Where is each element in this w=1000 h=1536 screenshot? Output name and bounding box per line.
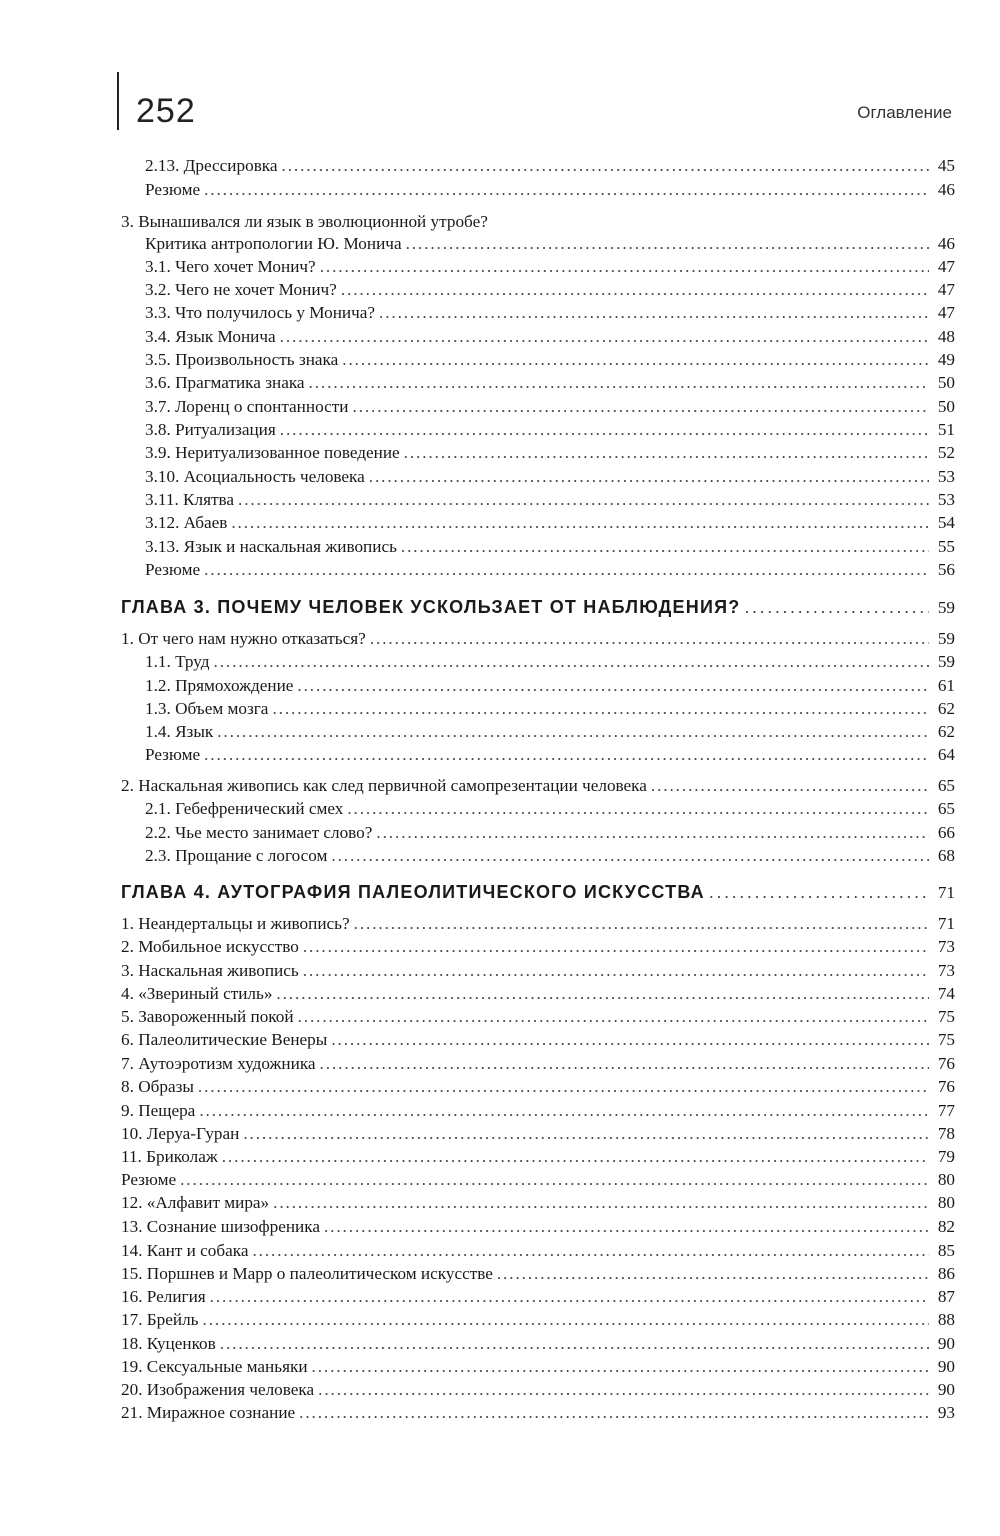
toc-entry-title: 1.2. Прямохождение xyxy=(145,676,294,695)
dot-leader xyxy=(312,1356,929,1378)
toc-entry[interactable] xyxy=(0,256,955,278)
toc-entry-title: 10. Леруа-Гуран xyxy=(121,1124,240,1143)
toc-entry-page: 90 xyxy=(937,1357,955,1376)
toc-entry-page: 66 xyxy=(937,823,955,842)
dot-leader xyxy=(220,1333,929,1355)
toc-entry-title: 2.1. Гебефренический смех xyxy=(145,799,344,818)
toc-entry[interactable] xyxy=(0,744,955,766)
toc-entry-page: 90 xyxy=(937,1380,955,1399)
dot-leader xyxy=(198,1076,929,1098)
dot-leader xyxy=(320,256,929,278)
toc-entry-page: 50 xyxy=(937,373,955,392)
toc-entry[interactable] xyxy=(0,442,955,464)
toc-entry-title: Резюме xyxy=(145,560,201,579)
toc-entry-page: 56 xyxy=(937,560,955,579)
dot-leader xyxy=(204,179,929,201)
toc-entry[interactable] xyxy=(0,675,955,697)
toc-entry-page: 47 xyxy=(937,303,955,322)
toc-entry-page: 71 xyxy=(937,883,955,902)
dot-leader xyxy=(404,442,929,464)
toc-entry-title: 8. Образы xyxy=(121,1077,194,1096)
toc-entry[interactable] xyxy=(0,1402,955,1424)
dot-leader xyxy=(331,1029,929,1051)
toc-entry[interactable] xyxy=(0,512,955,534)
dot-leader xyxy=(297,675,929,697)
toc-entry[interactable] xyxy=(0,822,955,844)
dot-leader xyxy=(222,1146,929,1168)
toc-entry[interactable] xyxy=(0,845,955,867)
toc-entry[interactable] xyxy=(0,559,955,581)
toc-entry-page: 76 xyxy=(937,1077,955,1096)
toc-entry-page: 46 xyxy=(937,234,955,253)
dot-leader xyxy=(204,744,929,766)
toc-entry-page: 76 xyxy=(937,1054,955,1073)
toc-entry-page: 49 xyxy=(937,350,955,369)
toc-entry-page: 50 xyxy=(937,397,955,416)
toc-entry-page: 53 xyxy=(937,467,955,486)
toc-entry-title: 3.3. Что получилось у Монича? xyxy=(145,303,375,322)
toc-entry-title: 3.10. Асоциальность человека xyxy=(145,467,365,486)
toc-entry-title: 9. Пещера xyxy=(121,1101,196,1120)
toc-entry-page: 47 xyxy=(937,257,955,276)
toc-entry[interactable] xyxy=(0,1146,955,1168)
toc-entry-page: 65 xyxy=(937,776,955,795)
toc-entry-page: 51 xyxy=(937,420,955,439)
toc-entry-title: 4. «Звериный стиль» xyxy=(121,984,273,1003)
toc-entry[interactable] xyxy=(0,419,955,441)
toc-entry-page: 48 xyxy=(937,327,955,346)
toc-entry-page: 78 xyxy=(937,1124,955,1143)
dot-leader xyxy=(272,698,929,720)
toc-entry[interactable] xyxy=(0,536,955,558)
dot-leader xyxy=(341,279,929,301)
toc-entry[interactable] xyxy=(0,1169,955,1191)
toc-entry-title: 2.3. Прощание с логосом xyxy=(145,846,328,865)
toc-entry-page: 73 xyxy=(937,937,955,956)
toc-entry-title: 3.4. Язык Монича xyxy=(145,327,276,346)
toc-entry-page: 59 xyxy=(937,652,955,671)
toc-entry-title: 11. Бриколаж xyxy=(121,1147,218,1166)
dot-leader xyxy=(709,881,929,903)
dot-leader xyxy=(318,1379,929,1401)
toc-entry-page: 62 xyxy=(937,722,955,741)
toc-entry[interactable] xyxy=(0,1006,955,1028)
toc-entry-page: 47 xyxy=(937,280,955,299)
toc-entry[interactable] xyxy=(0,349,955,371)
toc-entry-title: ГЛАВА 3. ПОЧЕМУ ЧЕЛОВЕК УСКОЛЬЗАЕТ ОТ НАБЛЮДЕНИЯ? xyxy=(121,597,741,617)
toc-entry-title: 3.13. Язык и наскальная живопись xyxy=(145,537,397,556)
toc-entry-title: Резюме xyxy=(121,1170,177,1189)
dot-leader xyxy=(180,1169,929,1191)
toc-entry-title: 3.6. Прагматика знака xyxy=(145,373,305,392)
toc-entry[interactable] xyxy=(0,466,955,488)
toc-entry-title: 3.7. Лоренц о спонтанности xyxy=(145,397,349,416)
toc-entry-title: 5. Завороженный покой xyxy=(121,1007,294,1026)
toc-entry-page: 53 xyxy=(937,490,955,509)
toc-entry-title: 3.2. Чего не хочет Монич? xyxy=(145,280,337,299)
toc-entry[interactable] xyxy=(0,233,955,255)
toc-entry-title: 17. Брейль xyxy=(121,1310,199,1329)
toc-entry[interactable] xyxy=(0,1356,955,1378)
toc-entry[interactable] xyxy=(0,913,955,935)
dot-leader xyxy=(252,1240,929,1262)
toc-entry[interactable] xyxy=(0,489,955,511)
toc-entry-title: 15. Поршнев и Марр о палеолитическом искусстве xyxy=(121,1264,493,1283)
toc-entry-title: 7. Аутоэротизм художника xyxy=(121,1054,316,1073)
dot-leader xyxy=(744,596,929,618)
chapter-heading[interactable] xyxy=(0,596,955,618)
toc-entry[interactable] xyxy=(0,396,955,418)
dot-leader xyxy=(210,1286,929,1308)
toc-entry-page: 55 xyxy=(937,537,955,556)
toc-entry-page: 45 xyxy=(937,156,955,175)
dot-leader xyxy=(401,536,929,558)
dot-leader xyxy=(299,1402,929,1424)
toc-entry-page: 77 xyxy=(937,1101,955,1120)
dot-leader xyxy=(303,960,929,982)
toc-entry[interactable] xyxy=(0,1192,955,1214)
toc-entry[interactable] xyxy=(0,798,955,820)
toc-entry-title: 21. Миражное сознание xyxy=(121,1403,296,1422)
toc-entry-title: 3.5. Произвольность знака xyxy=(145,350,339,369)
dot-leader xyxy=(369,466,929,488)
toc-entry[interactable] xyxy=(0,1100,955,1122)
toc-entry-title: 2.13. Дрессировка xyxy=(145,156,278,175)
toc-entry-page: 80 xyxy=(937,1170,955,1189)
toc-entry-page: 90 xyxy=(937,1334,955,1353)
toc-entry-page: 59 xyxy=(937,598,955,617)
dot-leader xyxy=(276,983,929,1005)
toc-entry-title: 14. Кант и собака xyxy=(121,1241,249,1260)
dot-leader xyxy=(376,822,929,844)
toc-entry[interactable] xyxy=(0,302,955,324)
toc-entry-title: Критика антропологии Ю. Монича xyxy=(145,234,402,253)
dot-leader xyxy=(298,1006,929,1028)
running-head: Оглавление xyxy=(857,103,952,122)
toc-entry-page: 65 xyxy=(937,799,955,818)
toc-entry-title: 12. «Алфавит мира» xyxy=(121,1193,270,1212)
dot-leader xyxy=(282,155,929,177)
toc-entry-title: 6. Палеолитические Венеры xyxy=(121,1030,328,1049)
dot-leader xyxy=(406,233,929,255)
dot-leader xyxy=(342,349,929,371)
toc-entry-page: 71 xyxy=(937,914,955,933)
toc-entry-page: 80 xyxy=(937,1193,955,1212)
chapter-heading[interactable] xyxy=(0,881,955,903)
toc-entry-title: 3.12. Абаев xyxy=(145,513,228,532)
toc-entry-title: 1.1. Труд xyxy=(145,652,210,671)
toc-entry-title: 2. Мобильное искусство xyxy=(121,937,299,956)
toc-entry-page: 61 xyxy=(937,676,955,695)
toc-entry[interactable] xyxy=(0,1309,955,1331)
toc-entry[interactable] xyxy=(0,279,955,301)
toc-entry-title: 3. Наскальная живопись xyxy=(121,961,299,980)
toc-entry[interactable] xyxy=(0,960,955,982)
toc-entry-page: 68 xyxy=(937,846,955,865)
toc-entry-title: 2.2. Чье место занимает слово? xyxy=(145,823,373,842)
header-rule xyxy=(117,72,119,130)
toc-entry[interactable] xyxy=(0,651,955,673)
dot-leader xyxy=(280,419,929,441)
toc-entry-page: 75 xyxy=(937,1030,955,1049)
toc-entry[interactable] xyxy=(0,1263,955,1285)
toc-entry[interactable] xyxy=(0,326,955,348)
toc-entry[interactable] xyxy=(0,1216,955,1238)
toc-entry-page: 87 xyxy=(937,1287,955,1306)
dot-leader xyxy=(651,775,929,797)
toc-entry[interactable] xyxy=(0,983,955,1005)
toc-entry[interactable] xyxy=(0,372,955,394)
toc-entry[interactable] xyxy=(0,698,955,720)
toc-entry-title: 19. Сексуальные маньяки xyxy=(121,1357,308,1376)
page-number: 252 xyxy=(136,92,196,130)
toc-entry-page: 73 xyxy=(937,961,955,980)
dot-leader xyxy=(280,326,929,348)
toc-entry[interactable] xyxy=(0,1286,955,1308)
toc-entry[interactable] xyxy=(0,1123,955,1145)
toc-entry[interactable] xyxy=(0,775,955,797)
toc-entry-page: 62 xyxy=(937,699,955,718)
toc-entry-page: 86 xyxy=(937,1264,955,1283)
dot-leader xyxy=(370,628,929,650)
toc-entry-title: 1. Неандертальцы и живопись? xyxy=(121,914,350,933)
toc-entry[interactable] xyxy=(0,936,955,958)
toc-entry-page: 75 xyxy=(937,1007,955,1026)
dot-leader xyxy=(331,845,929,867)
dot-leader xyxy=(352,396,929,418)
toc-entry-title: Резюме xyxy=(145,745,201,764)
dot-leader xyxy=(204,559,929,581)
toc-entry-page: 59 xyxy=(937,629,955,648)
toc-entry[interactable] xyxy=(0,211,955,233)
toc-entry-title: 16. Религия xyxy=(121,1287,206,1306)
toc-entry-title: 18. Куценков xyxy=(121,1334,216,1353)
toc-entry-title: 2. Наскальная живопись как след первичной самопрезентации человека xyxy=(121,776,647,795)
toc-entry-title: 1. От чего нам нужно отказаться? xyxy=(121,629,366,648)
dot-leader xyxy=(214,651,929,673)
toc-entry-page: 93 xyxy=(937,1403,955,1422)
toc-entry-title: 1.4. Язык xyxy=(145,722,214,741)
toc-entry-page: 85 xyxy=(937,1241,955,1260)
toc-entry-title: 3.1. Чего хочет Монич? xyxy=(145,257,316,276)
toc-entry-title: 1.3. Объем мозга xyxy=(145,699,269,718)
dot-leader xyxy=(379,302,929,324)
toc-entry-page: 64 xyxy=(937,745,955,764)
toc-entry[interactable] xyxy=(0,155,955,177)
dot-leader xyxy=(273,1192,929,1214)
toc-entry-title: 3.9. Неритуализованное поведение xyxy=(145,443,400,462)
dot-leader xyxy=(354,913,929,935)
dot-leader xyxy=(217,721,929,743)
toc-entry-title: Резюме xyxy=(145,180,201,199)
toc-entry[interactable] xyxy=(0,1379,955,1401)
toc-entry-page: 54 xyxy=(937,513,955,532)
dot-leader xyxy=(199,1100,929,1122)
toc-entry-page: 74 xyxy=(937,984,955,1003)
toc-entry-page: 79 xyxy=(937,1147,955,1166)
toc-entry-page: 82 xyxy=(937,1217,955,1236)
dot-leader xyxy=(231,512,929,534)
toc-entry[interactable] xyxy=(0,1076,955,1098)
toc-entry-page: 52 xyxy=(937,443,955,462)
toc-entry-page: 46 xyxy=(937,180,955,199)
toc-entry-page: 88 xyxy=(937,1310,955,1329)
toc-entry[interactable] xyxy=(0,1333,955,1355)
dot-leader xyxy=(347,798,929,820)
toc-entry-title: 3. Вынашивался ли язык в эволюционной утробе? xyxy=(121,212,488,231)
toc-entry[interactable] xyxy=(0,1053,955,1075)
toc-entry-title: 3.11. Клятва xyxy=(145,490,235,509)
dot-leader xyxy=(320,1053,929,1075)
dot-leader xyxy=(309,372,929,394)
dot-leader xyxy=(497,1263,929,1285)
dot-leader xyxy=(203,1309,930,1331)
toc-entry[interactable] xyxy=(0,179,955,201)
toc-entry[interactable] xyxy=(0,1029,955,1051)
toc-entry-title: 13. Сознание шизофреника xyxy=(121,1217,320,1236)
dot-leader xyxy=(324,1216,929,1238)
toc-entry[interactable] xyxy=(0,628,955,650)
toc-entry-title: 20. Изображения человека xyxy=(121,1380,315,1399)
toc-entry[interactable] xyxy=(0,1240,955,1262)
dot-leader xyxy=(238,489,929,511)
toc-entry[interactable] xyxy=(0,721,955,743)
toc-entry-title: ГЛАВА 4. АУТОГРАФИЯ ПАЛЕОЛИТИЧЕСКОГО ИСКУССТВА xyxy=(121,882,705,902)
dot-leader xyxy=(303,936,929,958)
toc-entry-title: 3.8. Ритуализация xyxy=(145,420,276,439)
dot-leader xyxy=(243,1123,929,1145)
